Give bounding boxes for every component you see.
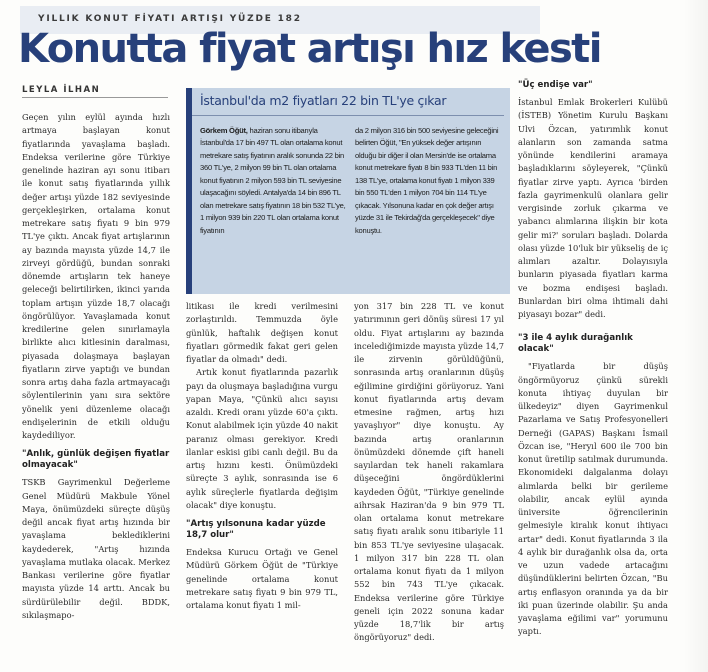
page-fold-shadow <box>684 0 708 672</box>
info-box-column-1 <box>200 125 348 237</box>
paragraph: "Fiyatlarda bir düşüş öngörmüyoruz çünkü sürekli konuta ihtiyaç duyulan bir ülkedeyiz" diyen Gayrimenkul Pazarlama ve Satış Profesyonelleri Derneği (GAPAS) Başkanı İsmail Özcan ise, "Heryıl 600 ile 700 bin konut üretilip satılmak durumunda. Ekonomideki dalgalanma dolayı alımlarda belki bir gerileme olabilir, ancak eylül ayında üniversite öğrencilerinin gelmesiyle kiralık konut ihtiyacı artar" dedi. Konut fiyatlarında 3 ila 4 aylık bir durağanlık olsa da, orta ve uzun vadede artacağını düşündüklerini belirten Özcan, "Bu artış enflasyon oranında ya da bir iki puan üzerinde olabilir. Şu anda yavaşlama eğilimi var" yorumunu yaptı. <box>518 361 668 637</box>
author-byline: LEYLA İLHAN <box>22 85 101 95</box>
article-kicker: YILLIK KONUT FİYATI ARTIŞI YÜZDE 182 <box>20 6 540 34</box>
paragraph: Geçen yılın eylül ayında hızlı artmaya başlayan konut fiyatlarında yavaşlama başladı. Endeksa verilerine göre Türkiye genelinde haziran ayı sonu itibarı ile konut satış fiyatlarında yıllık değer artışı yüzde 182 seviyesinde gerçekleşirken, ortalama konut metrekare satış fiyatı 9 bin 979 TL'ye çıktı. Ancak fiyat artışlarının ay bazında mayısta yüzde 14,7 ile zirveyi gördüğü, bundan sonraki dönemde artışların tek haneye geleceği belirtilirken, ikinci yarıda toplam artışın yüzde 18,7 olacağı öngörülüyor. Yavaşlamada konut kredilerine gelen sınırlamayla birlikte alıcı kitlesinin daralması, piyasada dolaşmaya başlayan fiyatların zirve yaptığı ve bundan sonra artış daha fazla artmayacağı söylentilerinin yanı sıra sektöre yönelik yeni düzenleme olacağı endişelerinin de etkili olduğu kaydediliyor. <box>22 112 170 440</box>
subheading: "Anlık, günlük değişen fiyatlar olmayacak" <box>22 449 170 471</box>
article-column-4 <box>518 80 668 639</box>
subheading: "3 ile 4 aylık durağanlık olacak" <box>518 333 633 355</box>
subheading: "Artış yılsonuna kadar yüzde 18,7 olur" <box>186 519 326 540</box>
article-column-2 <box>186 300 338 612</box>
paragraph: Artık konut fiyatlarında pazarlık payı da oluşmaya başladığına vurgu yapan Maya, "Çünkü alıcı sayısı azaldı. Kredi oranı yüzde 60'a çıktı. Konut alabilmek için yüzde 40 nakit paranız olması gerekiyor. Kredi ilanlar eskisi gibi canlı değil. Bu da artış hızını kesti. Önümüzdeki süreçte 3 aylık, sonrasında ise 6 aylık süreçlerle fiyatlarda değişim olacak" diye konuştu. <box>186 367 338 510</box>
info-box-column-2 <box>355 125 503 237</box>
info-box-text: haziran sonu itibarıyla İstanbul'da 17 bin 497 TL olan ortalama konut metrekare satış fiyatının aralık sonunda 22 bin 360 TL'ye, 2 milyon 99 bin TL olan ortalama konut fiyatının 2 milyon 593 bin TL seviyesine ulaşacağını söyledi. Antalya'da 14 bin 896 TL olan metrekare satış fiyatının 18 bin 532 TL'ye, 1 milyon 939 bin 220 TL olan ortalama konut fiyatının <box>200 126 346 235</box>
info-box-divider <box>192 115 504 116</box>
byline-rule <box>22 97 168 98</box>
info-box-title: İstanbul'da m2 fiyatları 22 bin TL'ye çıkar <box>200 93 447 108</box>
paragraph: yon 317 bin 228 TL ve konut yatırımının geri dönüş süresi 17 yıl oldu. Fiyat artışlarını ay bazında incelediğimizde mayısta yüzde 14,7 ile zirvenin görüldüğünü, sonrasında artış oranlarının düşüş eğilimine girdiğini görüyoruz. Yani konut fiyatlarında artış devam etmesine rağmen, artış hızı yavaşlıyor" diye konuştu. Ay bazında artış oranlarının önümüzdeki dönemde çift haneli sayılardan tek haneli rakamlara düşeceğini öngördüklerini kaydeden Öğüt, "Türkiye genelinde aihrsak Haziran'da 9 bin 979 TL olan ortalama konut metrekare satış fiyatı aralık sonu itibariyle 11 bin 853 TL'ye seviyesine ulaşacak. 1 milyon 317 bin 228 TL olan ortalama konut fiyatı da 1 milyon 552 bin 743 TL'ye çıkacak. Endeksa verilerine göre Türkiye geneli için 2022 sonuna kadar yüzde 18,7'lik bir artış öngörüyoruz" dedi. <box>354 301 504 643</box>
info-box-text: da 2 milyon 316 bin 500 seviyesine geleceğini belirten Öğüt, "En yüksek değer artışının olduğu bir diğer il olan Mersin'de ise ortalama konut metrekare fiyatı 8 bin 933 TL'den 11 bin 138 TL'ye, ortalama konut fiyatı 1 milyon 339 bin 550 TL'den 1 milyon 704 bin 114 TL'ye çıkacak. Yılsonuna kadar en çok değer artışı yüzde 31 ile Tekirdağ'da gerçekleşecek" diye konuştu. <box>355 126 499 235</box>
article-headline: Konutta fiyat artışı hız kesti <box>18 26 601 72</box>
paragraph: Endeksa Kurucu Ortağı ve Genel Müdürü Görkem Öğüt de "Türkiye genelinde ortalama konut metrekare satış fiyatı 9 bin 979 TL, ortalama konut fiyatı 1 mil- <box>186 547 338 610</box>
article-column-1 <box>22 111 170 622</box>
paragraph: litikası ile kredi verilmesini zorlaştırıldı. Temmuzda öyle günlük, haftalık değişen konut fiyatları görmedik fakat geri gelen fiyatlar da olmadı" dedi. <box>186 301 338 364</box>
info-box-lead: Görkem Öğüt, <box>200 126 248 135</box>
paragraph: İstanbul Emlak Brokerleri Kulübü (İSTEB) Yönetim Kurulu Başkanı Ulvi Özcan, yatırımlık konut alanların son zamanda satma yönünde kendilerini aramaya başladıklarını söyleyerek, "Çünkü fiyatlar zirve yaptı. Ayrıca 'birden fazla gayrimenkulü olanlara gelir vergisinde zorluk çıkarma ve yabancı alımlarına ilişkin bir kota gelir mi?' soruları başladı. Dolarda olası yüzde 10'luk bir yükseliş de iç alımları azaltır. Dolayısıyla bunların piyasada fiyatları karma ve bozma endişesi başladı. Bunlardan biri olma ihtimali dahi piyasayı bozar" dedi. <box>518 97 668 319</box>
paragraph: TSKB Gayrimenkul Değerleme Genel Müdürü Makbule Yönel Maya, önümüzdeki süreçte düşüş değil ancak fiyat artış hızında bir yavaşlama beklediklerini kaydederek, "Artış hızında yavaşlama mutlaka olacak. Merkez Bankası verilerine göre fiyatlar mayısta yüzde 14 arttı. Ancak bu sürdürülebilir değil. BDDK, sıkılaşmapo- <box>22 477 170 620</box>
article-column-3 <box>354 300 504 645</box>
subheading: "Üç endişe var" <box>518 80 593 90</box>
